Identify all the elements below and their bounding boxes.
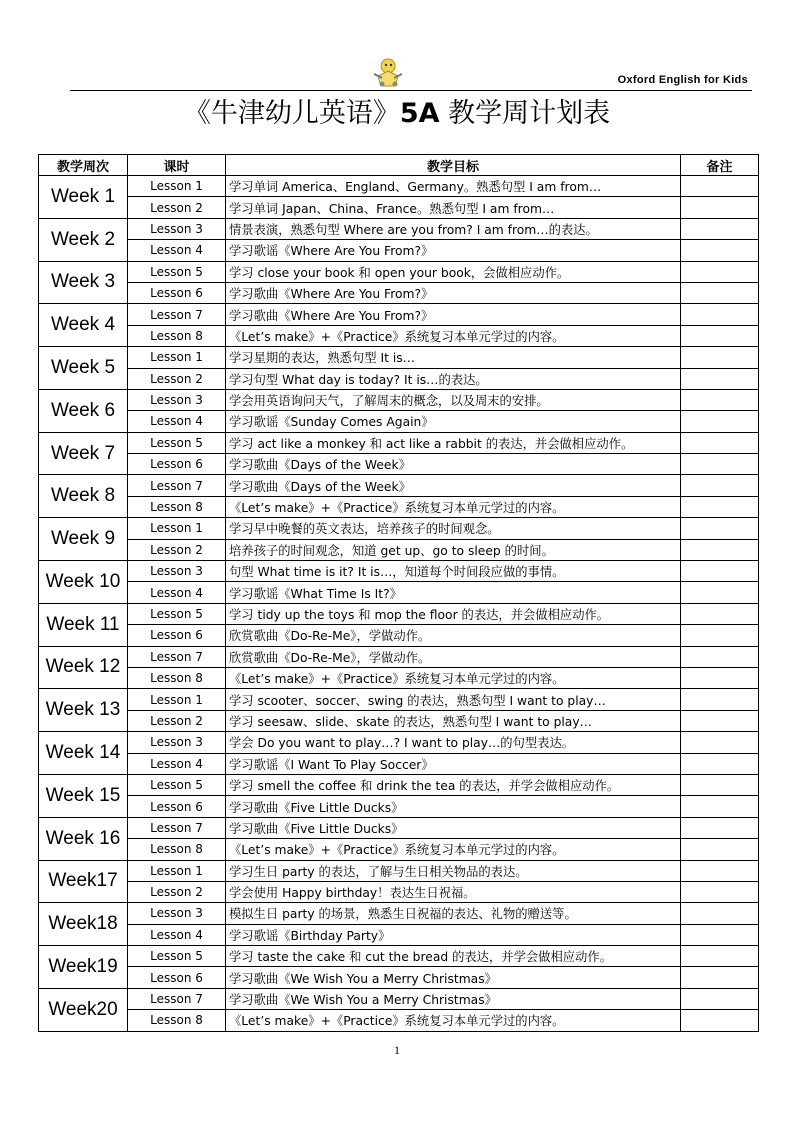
notes-cell bbox=[681, 325, 759, 346]
goal-cell: 《Let’s make》+《Practice》系统复习本单元学过的内容。 bbox=[226, 496, 681, 517]
notes-cell bbox=[681, 539, 759, 560]
lesson-cell: Lesson 7 bbox=[128, 304, 226, 325]
lesson-cell: Lesson 4 bbox=[128, 411, 226, 432]
notes-cell bbox=[681, 988, 759, 1009]
table-row bbox=[39, 924, 759, 945]
notes-cell bbox=[681, 496, 759, 517]
week-cell: Week17 bbox=[39, 860, 128, 903]
lesson-cell: Lesson 3 bbox=[128, 218, 226, 239]
goal-cell: 欣赏歌曲《Do-Re-Me》，学做动作。 bbox=[226, 646, 681, 667]
table-row bbox=[39, 261, 759, 282]
goal-cell: 《Let’s make》+《Practice》系统复习本单元学过的内容。 bbox=[226, 1010, 681, 1031]
lesson-cell: Lesson 7 bbox=[128, 475, 226, 496]
goal-cell: 培养孩子的时间观念，知道 get up、go to sleep 的时间。 bbox=[226, 539, 681, 560]
page-title bbox=[0, 94, 794, 134]
notes-cell bbox=[681, 475, 759, 496]
lesson-cell: Lesson 6 bbox=[128, 967, 226, 988]
goal-cell: 学习歌曲《Five Little Ducks》 bbox=[226, 796, 681, 817]
table-row bbox=[39, 197, 759, 218]
goal-cell: 学习歌谣《Where Are You From?》 bbox=[226, 240, 681, 261]
table-row bbox=[39, 839, 759, 860]
week-cell: Week20 bbox=[39, 988, 128, 1031]
notes-cell bbox=[681, 454, 759, 475]
table-row bbox=[39, 218, 759, 239]
week-cell: Week 14 bbox=[39, 732, 128, 775]
lesson-cell: Lesson 1 bbox=[128, 347, 226, 368]
goal-cell: 学习歌曲《Days of the Week》 bbox=[226, 475, 681, 496]
column-header-notes: 备注 bbox=[681, 155, 759, 176]
week-cell: Week 5 bbox=[39, 347, 128, 390]
goal-cell: 学会 Do you want to play…? I want to play…的句型表达。 bbox=[226, 732, 681, 753]
table-row bbox=[39, 582, 759, 603]
table-row bbox=[39, 1010, 759, 1031]
table-row bbox=[39, 732, 759, 753]
notes-cell bbox=[681, 603, 759, 624]
week-cell: Week 10 bbox=[39, 561, 128, 604]
goal-cell: 学习星期的表达，熟悉句型 It is… bbox=[226, 347, 681, 368]
lesson-cell: Lesson 1 bbox=[128, 518, 226, 539]
table-row bbox=[39, 689, 759, 710]
lesson-cell: Lesson 2 bbox=[128, 539, 226, 560]
table-row bbox=[39, 539, 759, 560]
lesson-cell: Lesson 4 bbox=[128, 753, 226, 774]
title-code: 5A bbox=[399, 98, 440, 129]
goal-cell: 学习歌曲《Days of the Week》 bbox=[226, 454, 681, 475]
lesson-cell: Lesson 2 bbox=[128, 197, 226, 218]
table-row bbox=[39, 817, 759, 838]
week-cell: Week18 bbox=[39, 903, 128, 946]
notes-cell bbox=[681, 389, 759, 410]
goal-cell: 学习歌谣《What Time Is It?》 bbox=[226, 582, 681, 603]
table-row bbox=[39, 603, 759, 624]
lesson-cell: Lesson 3 bbox=[128, 732, 226, 753]
header-divider bbox=[70, 90, 752, 91]
goal-cell: 句型 What time is it? It is…，知道每个时间段应做的事情。 bbox=[226, 561, 681, 582]
goal-cell: 学习单词 Japan、China、France。熟悉句型 I am from… bbox=[226, 197, 681, 218]
notes-cell bbox=[681, 689, 759, 710]
lesson-cell: Lesson 7 bbox=[128, 817, 226, 838]
table-row bbox=[39, 389, 759, 410]
goal-cell: 学习 scooter、soccer、swing 的表达，熟悉句型 I want to play… bbox=[226, 689, 681, 710]
goal-cell: 《Let’s make》+《Practice》系统复习本单元学过的内容。 bbox=[226, 839, 681, 860]
goal-cell: 模拟生日 party 的场景，熟悉生日祝福的表达、礼物的赠送等。 bbox=[226, 903, 681, 924]
table-header-row bbox=[39, 155, 759, 176]
lesson-cell: Lesson 1 bbox=[128, 689, 226, 710]
goal-cell: 学习 close your book 和 open your book，会做相应动作。 bbox=[226, 261, 681, 282]
page-number: 1 bbox=[394, 1043, 400, 1057]
lesson-cell: Lesson 8 bbox=[128, 325, 226, 346]
notes-cell bbox=[681, 967, 759, 988]
notes-cell bbox=[681, 518, 759, 539]
table-row bbox=[39, 347, 759, 368]
week-cell: Week 7 bbox=[39, 432, 128, 475]
goal-cell: 学习歌曲《Where Are You From?》 bbox=[226, 282, 681, 303]
week-cell: Week 6 bbox=[39, 389, 128, 432]
goal-cell: 学习歌谣《Sunday Comes Again》 bbox=[226, 411, 681, 432]
table-row bbox=[39, 946, 759, 967]
table-row bbox=[39, 368, 759, 389]
goal-cell: 学习单词 America、England、Germany。熟悉句型 I am from… bbox=[226, 176, 681, 197]
table-row bbox=[39, 667, 759, 688]
notes-cell bbox=[681, 903, 759, 924]
table-row bbox=[39, 240, 759, 261]
lesson-cell: Lesson 6 bbox=[128, 282, 226, 303]
goal-cell: 学习早中晚餐的英文表达，培养孩子的时间观念。 bbox=[226, 518, 681, 539]
lesson-cell: Lesson 8 bbox=[128, 496, 226, 517]
title-suffix: 教学周计划表 bbox=[439, 98, 611, 129]
notes-cell bbox=[681, 710, 759, 731]
notes-cell bbox=[681, 176, 759, 197]
goal-cell: 学习 smell the coffee 和 drink the tea 的表达，并学会做相应动作。 bbox=[226, 774, 681, 795]
goal-cell: 学习 act like a monkey 和 act like a rabbit 的表达，并会做相应动作。 bbox=[226, 432, 681, 453]
goal-cell: 学会用英语询问天气，了解周末的概念，以及周末的安排。 bbox=[226, 389, 681, 410]
week-cell: Week 11 bbox=[39, 603, 128, 646]
lesson-cell: Lesson 7 bbox=[128, 646, 226, 667]
lesson-cell: Lesson 4 bbox=[128, 924, 226, 945]
table-row bbox=[39, 967, 759, 988]
table-row bbox=[39, 496, 759, 517]
notes-cell bbox=[681, 924, 759, 945]
goal-cell: 学习 seesaw、slide、skate 的表达，熟悉句型 I want to play… bbox=[226, 710, 681, 731]
lesson-cell: Lesson 3 bbox=[128, 903, 226, 924]
notes-cell bbox=[681, 368, 759, 389]
lesson-cell: Lesson 6 bbox=[128, 796, 226, 817]
lesson-cell: Lesson 1 bbox=[128, 860, 226, 881]
week-cell: Week 13 bbox=[39, 689, 128, 732]
lesson-cell: Lesson 8 bbox=[128, 667, 226, 688]
lesson-cell: Lesson 5 bbox=[128, 261, 226, 282]
week-cell: Week 12 bbox=[39, 646, 128, 689]
goal-cell: 情景表演，熟悉句型 Where are you from? I am from…的表达。 bbox=[226, 218, 681, 239]
table-row bbox=[39, 411, 759, 432]
title-prefix: 《牛津幼儿英语》 bbox=[183, 98, 400, 129]
table-row bbox=[39, 796, 759, 817]
table-row bbox=[39, 646, 759, 667]
goal-cell: 《Let’s make》+《Practice》系统复习本单元学过的内容。 bbox=[226, 325, 681, 346]
lesson-cell: Lesson 7 bbox=[128, 988, 226, 1009]
goal-cell: 学习 taste the cake 和 cut the bread 的表达，并学会做相应动作。 bbox=[226, 946, 681, 967]
goal-cell: 学习歌曲《We Wish You a Merry Christmas》 bbox=[226, 988, 681, 1009]
table-row bbox=[39, 774, 759, 795]
notes-cell bbox=[681, 561, 759, 582]
week-cell: Week 15 bbox=[39, 774, 128, 817]
week-cell: Week 1 bbox=[39, 176, 128, 219]
goal-cell: 学习歌曲《We Wish You a Merry Christmas》 bbox=[226, 967, 681, 988]
goal-cell: 学习 tidy up the toys 和 mop the floor 的表达，并会做相应动作。 bbox=[226, 603, 681, 624]
table-row bbox=[39, 881, 759, 902]
lesson-cell: Lesson 6 bbox=[128, 625, 226, 646]
notes-cell bbox=[681, 732, 759, 753]
lesson-cell: Lesson 5 bbox=[128, 774, 226, 795]
lesson-cell: Lesson 5 bbox=[128, 603, 226, 624]
weekly-plan-table bbox=[38, 154, 759, 1032]
lesson-cell: Lesson 2 bbox=[128, 881, 226, 902]
lesson-cell: Lesson 8 bbox=[128, 1010, 226, 1031]
goal-cell: 学习歌谣《Birthday Party》 bbox=[226, 924, 681, 945]
week-cell: Week 9 bbox=[39, 518, 128, 561]
notes-cell bbox=[681, 240, 759, 261]
notes-cell bbox=[681, 753, 759, 774]
notes-cell bbox=[681, 432, 759, 453]
table-row bbox=[39, 561, 759, 582]
notes-cell bbox=[681, 881, 759, 902]
notes-cell bbox=[681, 839, 759, 860]
table-row bbox=[39, 432, 759, 453]
week-cell: Week 4 bbox=[39, 304, 128, 347]
notes-cell bbox=[681, 347, 759, 368]
table-row bbox=[39, 625, 759, 646]
notes-cell bbox=[681, 796, 759, 817]
lesson-cell: Lesson 6 bbox=[128, 454, 226, 475]
column-header-goal: 教学目标 bbox=[226, 155, 681, 176]
lesson-cell: Lesson 8 bbox=[128, 839, 226, 860]
table-row bbox=[39, 710, 759, 731]
notes-cell bbox=[681, 261, 759, 282]
table-row bbox=[39, 454, 759, 475]
table-row bbox=[39, 860, 759, 881]
notes-cell bbox=[681, 646, 759, 667]
notes-cell bbox=[681, 197, 759, 218]
goal-cell: 《Let’s make》+《Practice》系统复习本单元学过的内容。 bbox=[226, 667, 681, 688]
table-row bbox=[39, 304, 759, 325]
column-header-lesson: 课时 bbox=[128, 155, 226, 176]
lesson-cell: Lesson 3 bbox=[128, 561, 226, 582]
notes-cell bbox=[681, 946, 759, 967]
notes-cell bbox=[681, 218, 759, 239]
table-row bbox=[39, 475, 759, 496]
logo-icon bbox=[368, 54, 408, 88]
goal-cell: 学习生日 party 的表达，了解与生日相关物品的表达。 bbox=[226, 860, 681, 881]
notes-cell bbox=[681, 817, 759, 838]
goal-cell: 学习歌谣《I Want To Play Soccer》 bbox=[226, 753, 681, 774]
goal-cell: 学习句型 What day is today? It is…的表达。 bbox=[226, 368, 681, 389]
lesson-cell: Lesson 1 bbox=[128, 176, 226, 197]
column-header-week: 教学周次 bbox=[39, 155, 128, 176]
table-row bbox=[39, 325, 759, 346]
lesson-cell: Lesson 3 bbox=[128, 389, 226, 410]
lesson-cell: Lesson 4 bbox=[128, 582, 226, 603]
notes-cell bbox=[681, 304, 759, 325]
notes-cell bbox=[681, 1010, 759, 1031]
lesson-cell: Lesson 5 bbox=[128, 946, 226, 967]
goal-cell: 学会使用 Happy birthday！表达生日祝福。 bbox=[226, 881, 681, 902]
table-row bbox=[39, 903, 759, 924]
goal-cell: 学习歌曲《Where Are You From?》 bbox=[226, 304, 681, 325]
table-body bbox=[39, 176, 759, 1032]
notes-cell bbox=[681, 282, 759, 303]
table-row bbox=[39, 753, 759, 774]
notes-cell bbox=[681, 582, 759, 603]
lesson-cell: Lesson 2 bbox=[128, 710, 226, 731]
week-cell: Week 8 bbox=[39, 475, 128, 518]
week-cell: Week19 bbox=[39, 946, 128, 989]
week-cell: Week 2 bbox=[39, 218, 128, 261]
table-row bbox=[39, 988, 759, 1009]
notes-cell bbox=[681, 667, 759, 688]
lesson-cell: Lesson 5 bbox=[128, 432, 226, 453]
notes-cell bbox=[681, 860, 759, 881]
lesson-cell: Lesson 4 bbox=[128, 240, 226, 261]
brand-name: Oxford English for Kids bbox=[617, 74, 748, 86]
week-cell: Week 3 bbox=[39, 261, 128, 304]
notes-cell bbox=[681, 774, 759, 795]
notes-cell bbox=[681, 625, 759, 646]
lesson-cell: Lesson 2 bbox=[128, 368, 226, 389]
goal-cell: 学习歌曲《Five Little Ducks》 bbox=[226, 817, 681, 838]
table-row bbox=[39, 282, 759, 303]
goal-cell: 欣赏歌曲《Do-Re-Me》，学做动作。 bbox=[226, 625, 681, 646]
table-row bbox=[39, 176, 759, 197]
notes-cell bbox=[681, 411, 759, 432]
week-cell: Week 16 bbox=[39, 817, 128, 860]
table-row bbox=[39, 518, 759, 539]
